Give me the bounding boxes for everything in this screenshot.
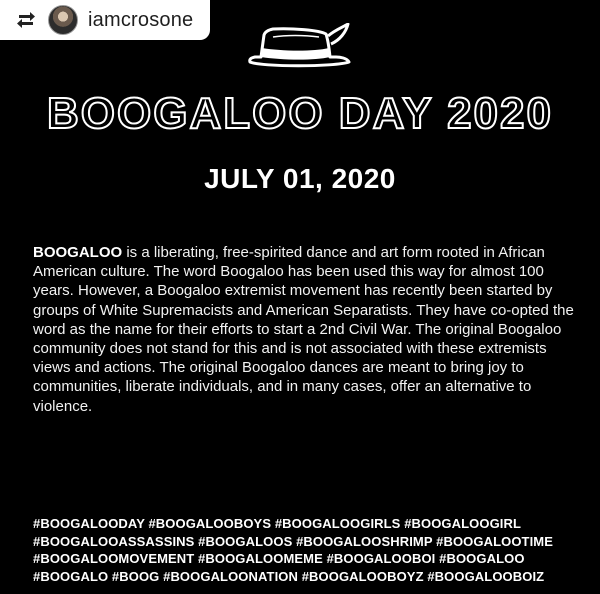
username[interactable]: iamcrosone [88,8,194,31]
fedora-hat-icon [243,23,355,76]
hashtag[interactable]: #BOOG [111,568,160,584]
hashtag[interactable]: #BOOGALOOSHRIMP [296,533,433,549]
hashtag[interactable]: #BOOGALOOMEME [198,551,323,566]
hashtag[interactable]: #BOOGALOO [439,551,525,566]
hashtag[interactable]: #BOOGALOONATION [163,568,298,584]
hashtag[interactable]: #BOOGALOOBOIZ [427,568,545,584]
avatar[interactable] [48,5,78,35]
hashtag[interactable]: #BOOGALO [33,568,109,584]
hashtag[interactable]: #BOOGALOOS [198,533,293,549]
description-body: is a liberating, free-spirited dance and art form rooted in African American culture. The word Boogaloo has been used this way for almost 100 years. However, a Boogaloo extremist movement has recently been started by groups of White Supremacists and American Separatists. They have co-opted the word as the name for their efforts to start a 2nd Civil War. The original Boogaloo community does not stand for this and is not associated with these extremists views and actions. The original Boogaloo dances are meant to bring joy to communities, liberate individuals, and in many cases, offer an alternative to violence. [33,244,574,415]
description [33,243,578,416]
repost-icon[interactable] [14,9,38,31]
event-date: JULY 01, 2020 [204,163,396,194]
hashtag[interactable]: #BOOGALOOTIME [436,533,553,549]
hashtag[interactable]: #BOOGALOOBOYS [148,516,272,531]
repost-header [0,0,210,40]
hashtag[interactable]: #BOOGALOOGIRLS [274,516,401,531]
hashtag[interactable]: #BOOGALOOGIRL [404,516,521,531]
hashtag[interactable]: #BOOGALOOASSASSINS [33,533,195,549]
hashtag[interactable]: #BOOGALOOBOI [326,551,436,566]
hashtag-list [33,515,588,585]
hashtag[interactable]: #BOOGALOODAY [33,516,145,531]
hashtag[interactable]: #BOOGALOOMOVEMENT [33,551,195,566]
description-lead: BOOGALOO [33,244,123,261]
hashtag[interactable]: #BOOGALOOBOYZ [301,568,424,584]
event-title: BOOGALOO DAY 2020 [47,89,553,138]
